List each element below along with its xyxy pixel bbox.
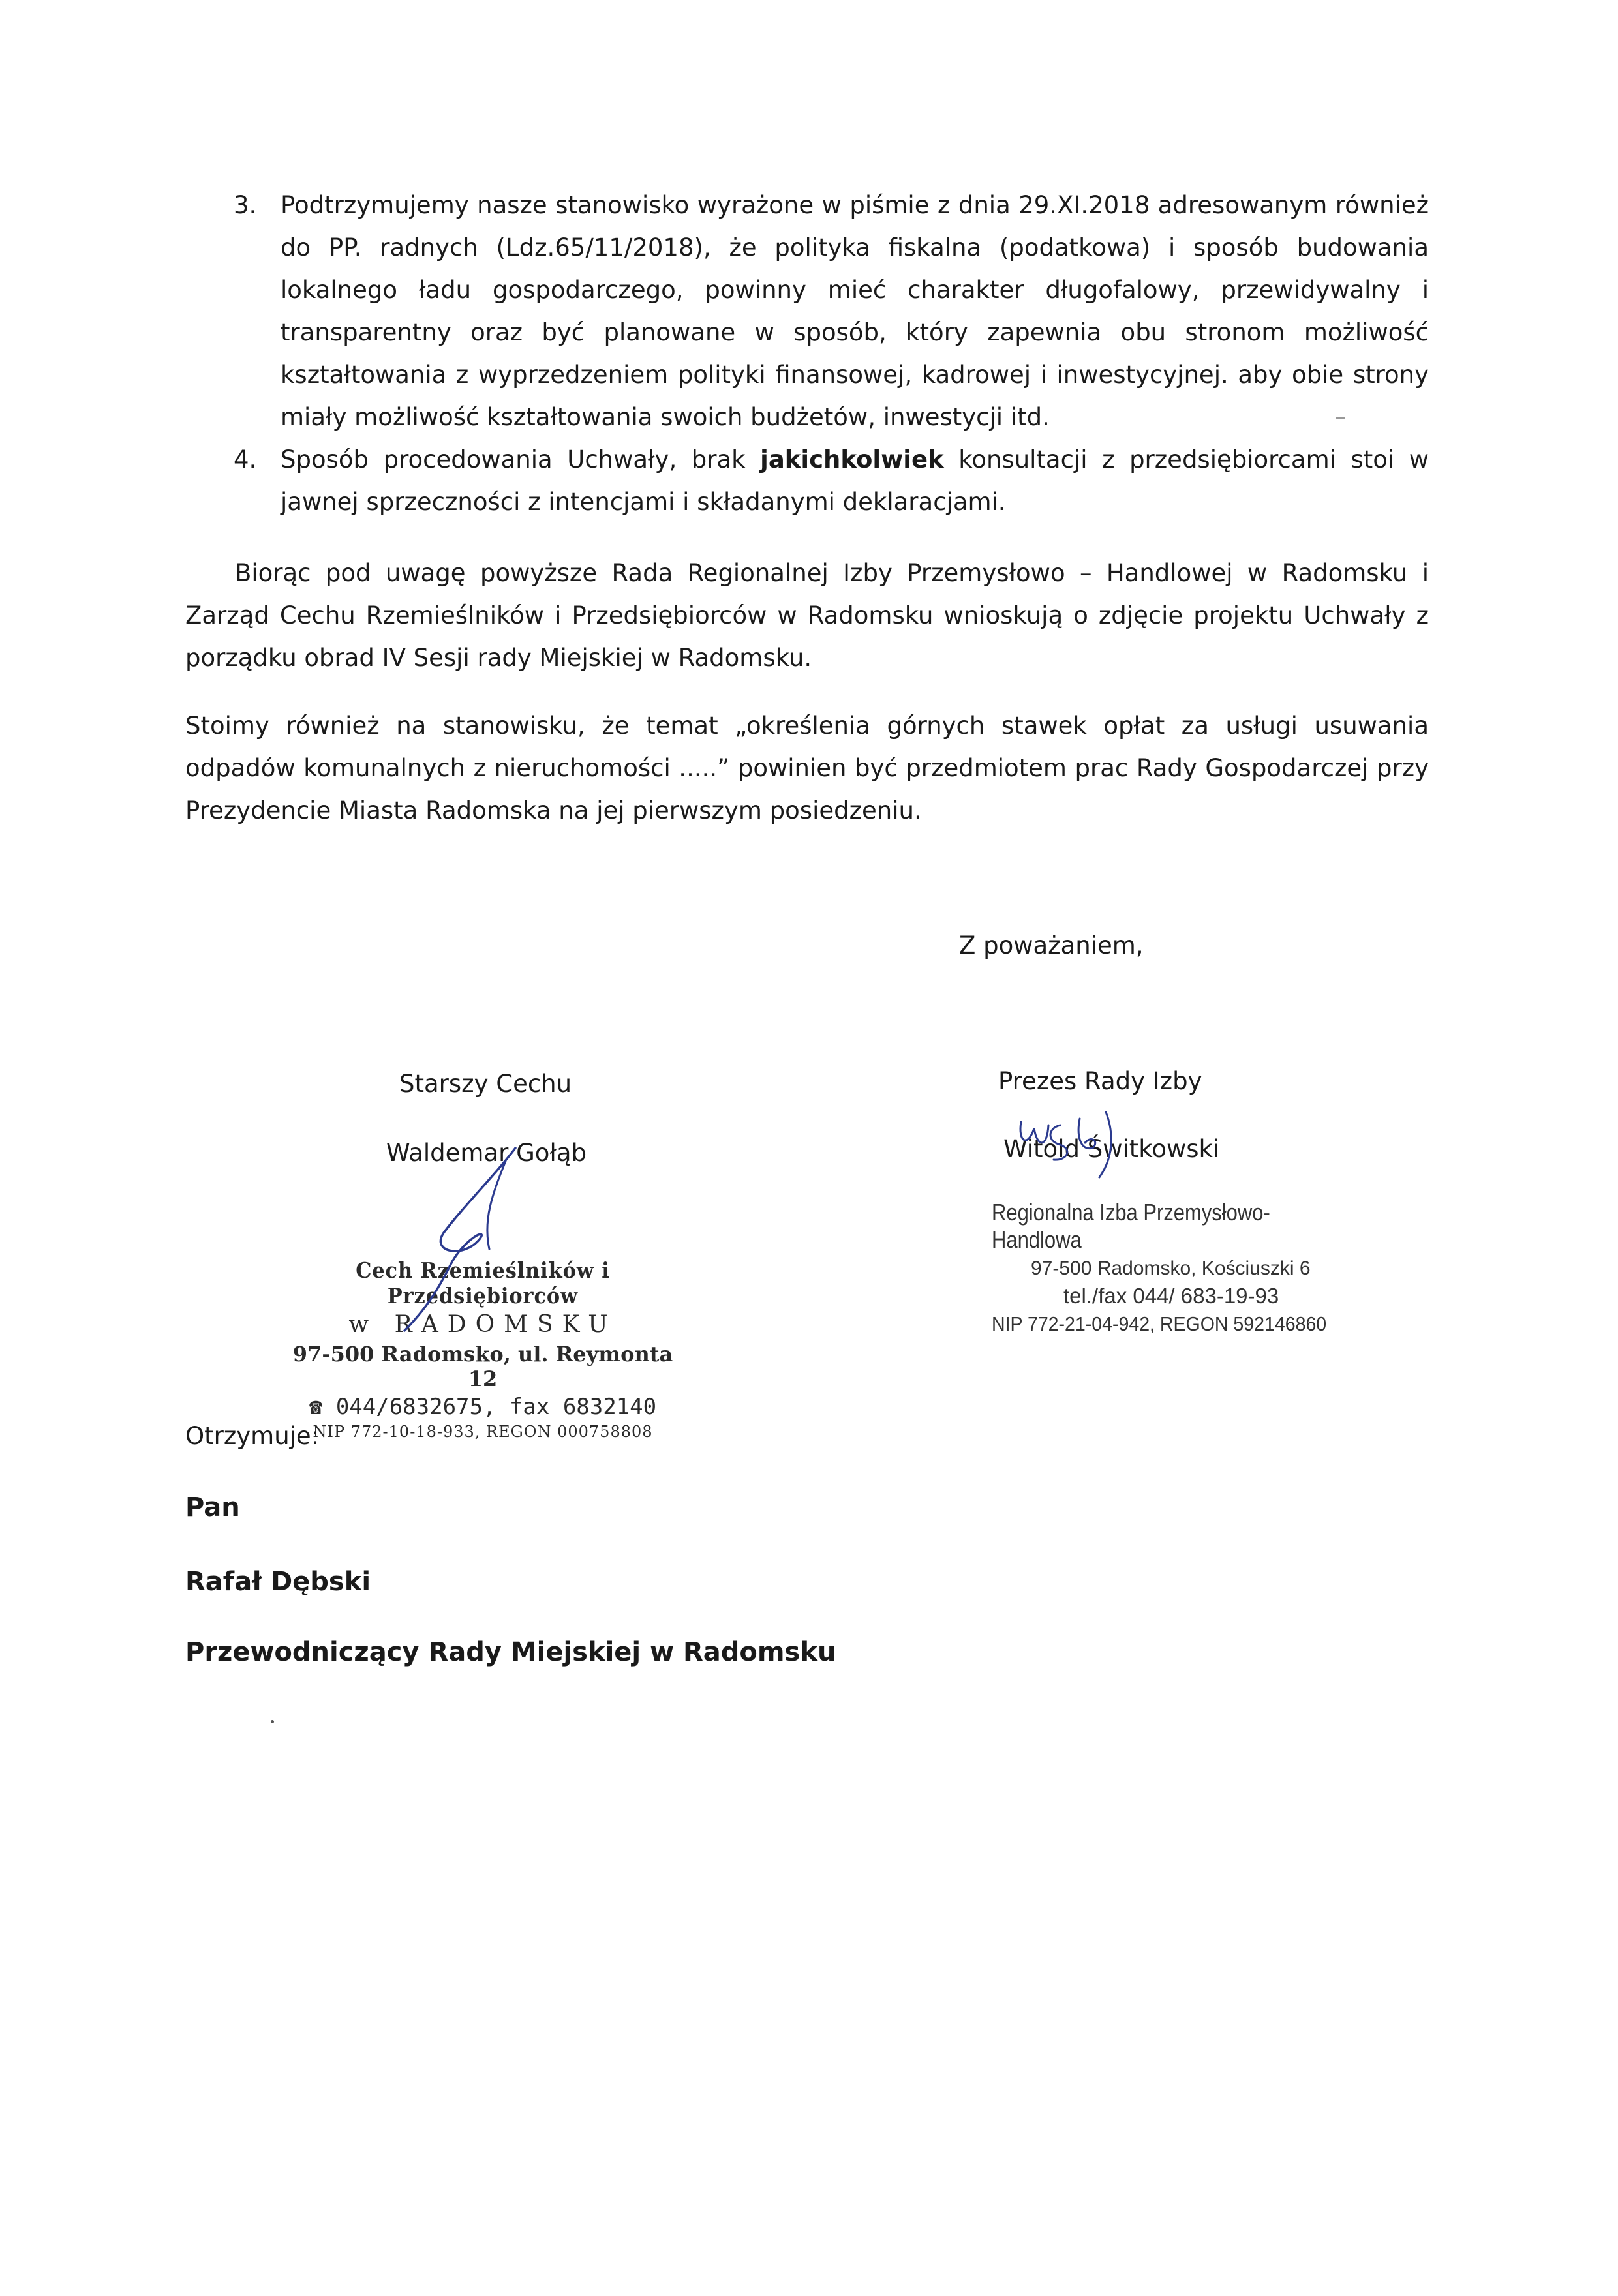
closing-salutation: Z poważaniem,: [959, 931, 1144, 959]
stamp-line: NIP 772-21-04-942, REGON 592146860: [992, 1312, 1327, 1335]
right-signatory-title: Prezes Rady Izby: [998, 1067, 1202, 1095]
point-3: [228, 184, 1429, 438]
stamp-line: ☎ 044/6832675, fax 6832140: [309, 1394, 657, 1420]
scan-mark: [1336, 417, 1345, 419]
left-signatory-title: Starszy Cechu: [399, 1070, 572, 1098]
point-text: Podtrzymujemy nasze stanowisko wyrażone w piśmie z dnia 29.XI.2018 adresowanym również do PP. radnych (Ldz.65/11/2018), że polityka fiskalna (podatkowa) i sposób budowania lokalnego ładu gospodarczego, powinny mieć charakter długofalowy, przewidywalny i transparentny oraz być planowane w sposób, który zapewnia obu stronom możliwość kształtowania z wyprzedzeniem polityki finansowej, kadrowej i inwestycyjnej. aby obie strony miały możliwość kształtowania swoich budżetów, inwestycji itd.: [281, 191, 1429, 431]
recipients-label: Otrzymuje:: [185, 1422, 320, 1450]
stamp-line: Regionalna Izba Przemysłowo-Handlowa: [992, 1199, 1270, 1253]
recipient-position: Przewodniczący Rady Miejskiej w Radomsku: [185, 1637, 836, 1667]
stamp-line: Cech Rzemieślników i Przedsiębiorców: [356, 1258, 610, 1308]
stamp-line: tel./fax 044/ 683-19-93: [1063, 1284, 1279, 1308]
stamp-line: w RADOMSKU: [348, 1311, 617, 1338]
point-4: [228, 438, 1429, 523]
stamp-line: 97-500 Radomsko, Kościuszki 6: [1031, 1258, 1311, 1279]
point-text-bold: jakichkolwiek: [760, 446, 944, 474]
point-text-before: Sposób procedowania Uchwały, brak: [281, 446, 761, 474]
chamber-of-commerce-stamp: [992, 1199, 1396, 1336]
stamp-line: 97-500 Radomsko, ul. Reymonta 12: [292, 1342, 673, 1391]
paragraph-position: Stoimy również na stanowisku, że temat „określenia górnych stawek opłat za usługi usuwania odpadów komunalnych z nieruchomości .....” powinien być przedmiotem prac Rady Gospodarczej przy Prezydencie Miasta Radomska na jej pierwszym posiedzeniu.: [185, 712, 1429, 824]
point-number: 3.: [234, 191, 257, 219]
right-signatory-name: Witold Świtkowski: [1003, 1135, 1220, 1163]
recipient-name: Rafał Dębski: [185, 1567, 371, 1597]
paragraph-request: Biorąc pod uwagę powyższe Rada Regionalnej Izby Przemysłowo – Handlowej w Radomsku i Zarząd Cechu Rzemieślników i Przedsiębiorców w Radomsku wnioskują o zdjęcie projektu Uchwały z porządku obrad IV Sesji rady Miejskiej w Radomsku.: [185, 559, 1429, 672]
scan-dot: [271, 1720, 274, 1723]
point-number: 4.: [234, 446, 257, 474]
numbered-points: [228, 184, 1429, 523]
left-signatory-name: Waldemar Gołąb: [386, 1139, 587, 1167]
recipient-salutation: Pan: [185, 1492, 240, 1522]
point-text-after: konsultacji z przedsiębiorcami stoi w jawnej sprzeczności z intencjami i składanymi deklaracjami.: [281, 446, 1429, 516]
craft-guild-stamp: [287, 1258, 679, 1441]
stamp-line: NIP 772-10-18-933, REGON 000758808: [313, 1423, 653, 1441]
